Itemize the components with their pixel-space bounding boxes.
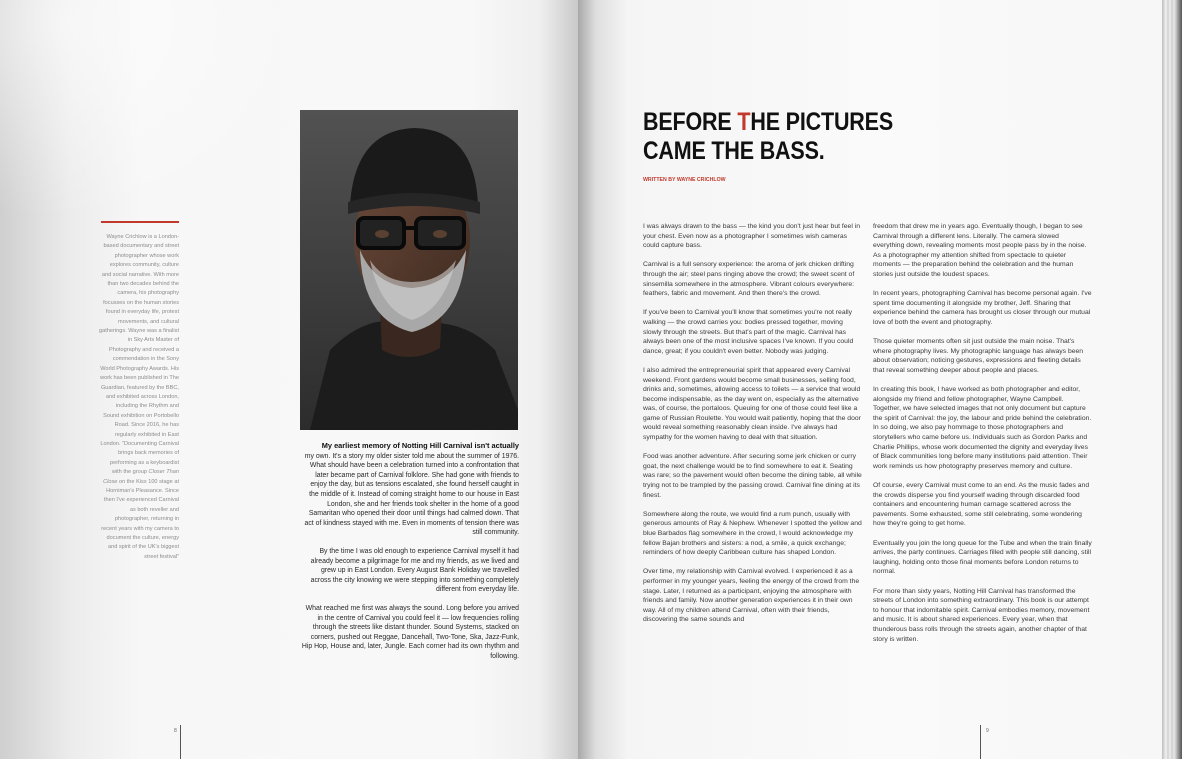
body-paragraph: Those quieter moments often sit just outside the main noise. That's where photography lives. My photographic language has always been about observation; noticing gestures, expressions and fleeting details that reveal something deeper about people and places. <box>873 338 1084 374</box>
bio-text: Wayne Crichlow is a London-based documentary and street photographer whose work explores community, culture and social narrative. With more than two decades behind the camera, his photography focusses on the human stories found in everyday life, protest movements, and cultural gatherings. Wayne was a finalist in Sky Arts Master of Photography and received a commendation in the Sony World Photography Awards. His work has been published in The Guardian, featured by the BBC, and exhibited across London, including the Rhythm and Sound exhibition on Portobello Road. Since 2016, he has regularly exhibited in East London. “Documenting Carnival brings back memories of performing as a keyboardist with the group <box>99 234 180 476</box>
page-stack-edge <box>1162 0 1182 759</box>
body-paragraph: I was always drawn to the bass — the kind you don't just hear but feel in your chest. Even now as a photographer I sometimes wish cameras could capture bass. <box>643 223 861 250</box>
sidebar-accent-rule <box>101 221 179 223</box>
author-bio <box>99 233 179 562</box>
body-paragraph: Over time, my relationship with Carnival evolved. I experienced it as a performer in my younger years, feeling the energy of the crowd from the stage. Later, I returned as a participant, enjoying the atmosphere with friends and family. Now another generation experiences it in their own way. All of my children attend Carnival, often with their friends, discovering the same sounds and <box>643 568 860 624</box>
body-paragraph: In creating this book, I have worked as both photographer and editor, alongside my friend and fellow photographer, Wayne Campbell. Together, we have selected images that not only document but capture the spirit of Carnival: the joy, the labour and pride behind the celebration. In so doing, we also pay hommage to those photographers and storytellers who came before us. Individuals such as Gordon Parks and Charlie Phillips, whose work documented the dignity and everyday lives of Black communities long before many institutions paid attention. Their work reminds us how photography preserves memory and culture. <box>873 386 1092 470</box>
body-paragraph: If you've been to Carnival you'll know that sometimes you're not really walking — the crowd carries you: bodies pressed together, moving slowly through the streets. But that's part of the magic. Carnival has always been one of the most inclusive spaces I've known. If you could dance, great; if you couldn't even better. Nobody was judging. <box>643 309 854 355</box>
body-paragraph: For more than sixty years, Notting Hill Carnival has transformed the streets of London into something extraordinary. This book is our attempt to honour that indomitable spirit. Carnival embodies memory, movement and music. It is about shared experiences. Every year, when that thunderous bass rolls through the streets again, another chapter of that story is written. <box>873 587 1090 643</box>
body-paragraph: Food was another adventure. After securing some jerk chicken or curry goat, the next challenge would be to find somewhere to eat it. Seating was rare; so the pavement would often become the dining table, all while trying not to be trampled by the passing crowd. Carnival fine dining at its finest. <box>643 453 862 499</box>
body-paragraph: freedom that drew me in years ago. Eventually though, I began to see Carnival through a different lens. Literally. The camera slowed everything down, revealing moments most people pass by in the noise. As a photographer my attention shifted from spectacle to quieter moments — the preparation behind the celebration and the human stories just outside the loudest spaces. <box>873 223 1087 278</box>
byline: WRITTEN BY WAYNE CRICHLOW <box>643 177 726 183</box>
body-paragraph: Carnival is a full sensory experience: the aroma of jerk chicken drifting through the air; steel pans ringing above the crowd; the sweet scent of sinsemilla somewhere in the atmosphere. Vibrant colours everywhere: feathers, fabric and movement. And then there's the crowd. <box>643 261 855 298</box>
article-headline: BEFORE THE PICTURES CAME THE BASS. <box>643 108 894 165</box>
bio-band-name: Closer Than Close <box>103 469 179 485</box>
folio-rule-left <box>180 725 181 759</box>
intro-paragraph-1: my own. It's a story my older sister told me about the summer of 1976. What should have been a celebration turned into a confrontation that later became part of Carnival folklore. She had gone with friends to enjoy the day, but as tensions escalated, she found herself caught in the middle of it. Instead of coming straight home to our house in East London, she and her friends took shelter in the home of a good Samaritan who opened their door until things had calmed down. That act of kindness stayed with me. Even in moments of tension there was still community. <box>304 452 519 537</box>
page-number-left: 8 <box>174 728 177 734</box>
intro-lead: My earliest memory of Notting Hill Carnival isn't actually <box>321 441 519 450</box>
folio-rule-right <box>980 725 981 759</box>
body-paragraph: In recent years, photographing Carnival has become personal again. I've spent time documenting it alongside my brother, Jeff. Sharing that experience behind the camera has brought us closer through our mutual love of both the event and photography. <box>873 290 1092 326</box>
intro-paragraph-3: What reached me first was always the sound. Long before you arrived in the centre of Carnival you could feel it — low frequencies rolling through the streets like distant thunder. Sound Systems, stacked on corners, pushed out Reggae, Dancehall, Two-Tone, Ska, Jazz-Funk, Hip Hop, House and, later, Jungle. Each corner had its own rhythm and following. <box>301 604 519 660</box>
author-portrait-photo <box>300 110 518 430</box>
body-paragraph: I also admired the entrepreneurial spirit that appeared every Carnival weekend. Front gardens would become small businesses, selling food, drinks and, sometimes, allowing access to toilets — a service that would become indispensable, as the day went on, especially as the alternative was, of course, the portaloos. Queuing for one of those could feel like a game of Russian Roulette. You would wait patiently, hoping that the door would reveal something reasonably clean inside. I've always had sympathy for the women having to deal with that situation. <box>643 366 861 442</box>
intro-text <box>300 441 519 670</box>
body-paragraph: Eventually you join the long queue for the Tube and when the train finally arrives, the party continues. Carriages filled with people still dancing, still laughing, holding onto those final moments before London returns to normal. <box>873 539 1092 576</box>
intro-paragraph-2: By the time I was old enough to experience Carnival myself it had already become a pilgrimage for me and my friends, as we lived and grew up in East London. Every August Bank Holiday we travelled across the city knowing we were stepping into something completely different from everyday life. <box>310 547 519 594</box>
body-paragraph: Somewhere along the route, we would find a rum punch, usually with generous amounts of Ray & Nephew. Whenever I spotted the yellow and blue Barbados flag somewhere in the crowd, I would acknowledge my fellow Bajan brothers and sisters: a nod, a smile, a quick exchange; reminders of how deeply Caribbean culture has shaped London. <box>643 510 862 557</box>
body-paragraph: Of course, every Carnival must come to an end. As the music fades and the crowds disperse you find yourself wading through discarded food containers and encountering human carnage scattered across the pavements. Some exhausted, some still celebrating, some wondering how they're going to get home. <box>873 482 1090 528</box>
body-column-2 <box>873 222 1092 654</box>
headline-accent-letter: T <box>737 108 751 136</box>
bio-text-after: on the Kiss 100 stage at Horniman's Pleasance. Since then I've experienced Carnival as both reveller and photographer, returning in recent years with my camera to document the culture, energy and spirit of the UK's biggest street festival” <box>101 478 179 560</box>
page-number-right: 9 <box>986 728 989 734</box>
body-column-1 <box>643 222 862 635</box>
